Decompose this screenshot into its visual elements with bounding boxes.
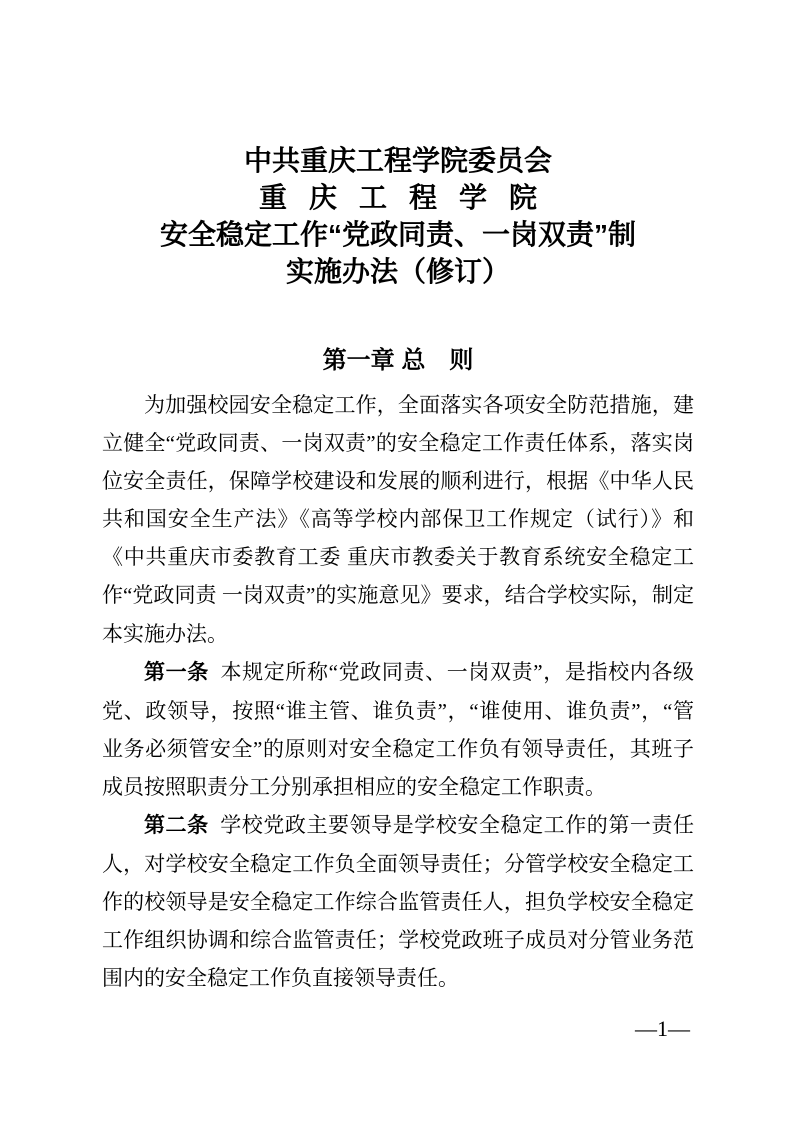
document-body xyxy=(102,386,694,998)
document-content xyxy=(102,0,694,998)
title-line-committee: 中共重庆工程学院委员会 xyxy=(243,145,552,176)
document-paragraph: 第二条 学校党政主要领导是学校安全稳定工作的第一责任人，对学校安全稳定工作负全面领导责任；分管学校安全稳定工作的校领导是安全稳定工作综合监管责任人，担负学校安全稳定工作组织协调和综合监管责任；学校党政班子成员对分管业务范围内的安全稳定工作负直接领导责任。 xyxy=(102,813,695,991)
article-label: 第二条 xyxy=(144,814,209,838)
chapter-heading: 第一章 总 则 xyxy=(322,347,474,374)
document-paragraph: 为加强校园安全稳定工作，全面落实各项安全防范措施，建立健全“党政同责、一岗双责”的安全稳定工作责任体系，落实岗位安全责任，保障学校建设和发展的顺利进行，根据《中华人民共和国安全生产法》《高等学校内部保卫工作规定（试行）》和《中共重庆市委教育工委 重庆市教委关于教育系统安全稳定工作“党政同责 一岗双责”的实施意见》要求，结合学校实际，制定本实施办法。 xyxy=(102,393,694,646)
document-title xyxy=(102,142,694,290)
title-line-measures: 实施办法（修订） xyxy=(285,256,510,287)
article-label: 第一条 xyxy=(144,660,209,684)
document-paragraph: 第一条 本规定所称“党政同责、一岗双责”，是指校内各级党、政领导，按照“谁主管、谁负责”，“谁使用、谁负责”，“管业务必须管安全”的原则对安全稳定工作负有领导责任，其班子成员按照职责分工分别承担相应的安全稳定工作职责。 xyxy=(102,659,695,799)
page-number: —1— xyxy=(635,1016,690,1041)
title-line-policy: 安全稳定工作“党政同责、一岗双责”制 xyxy=(159,219,636,250)
title-line-institution: 重庆工程学院 xyxy=(258,182,559,213)
